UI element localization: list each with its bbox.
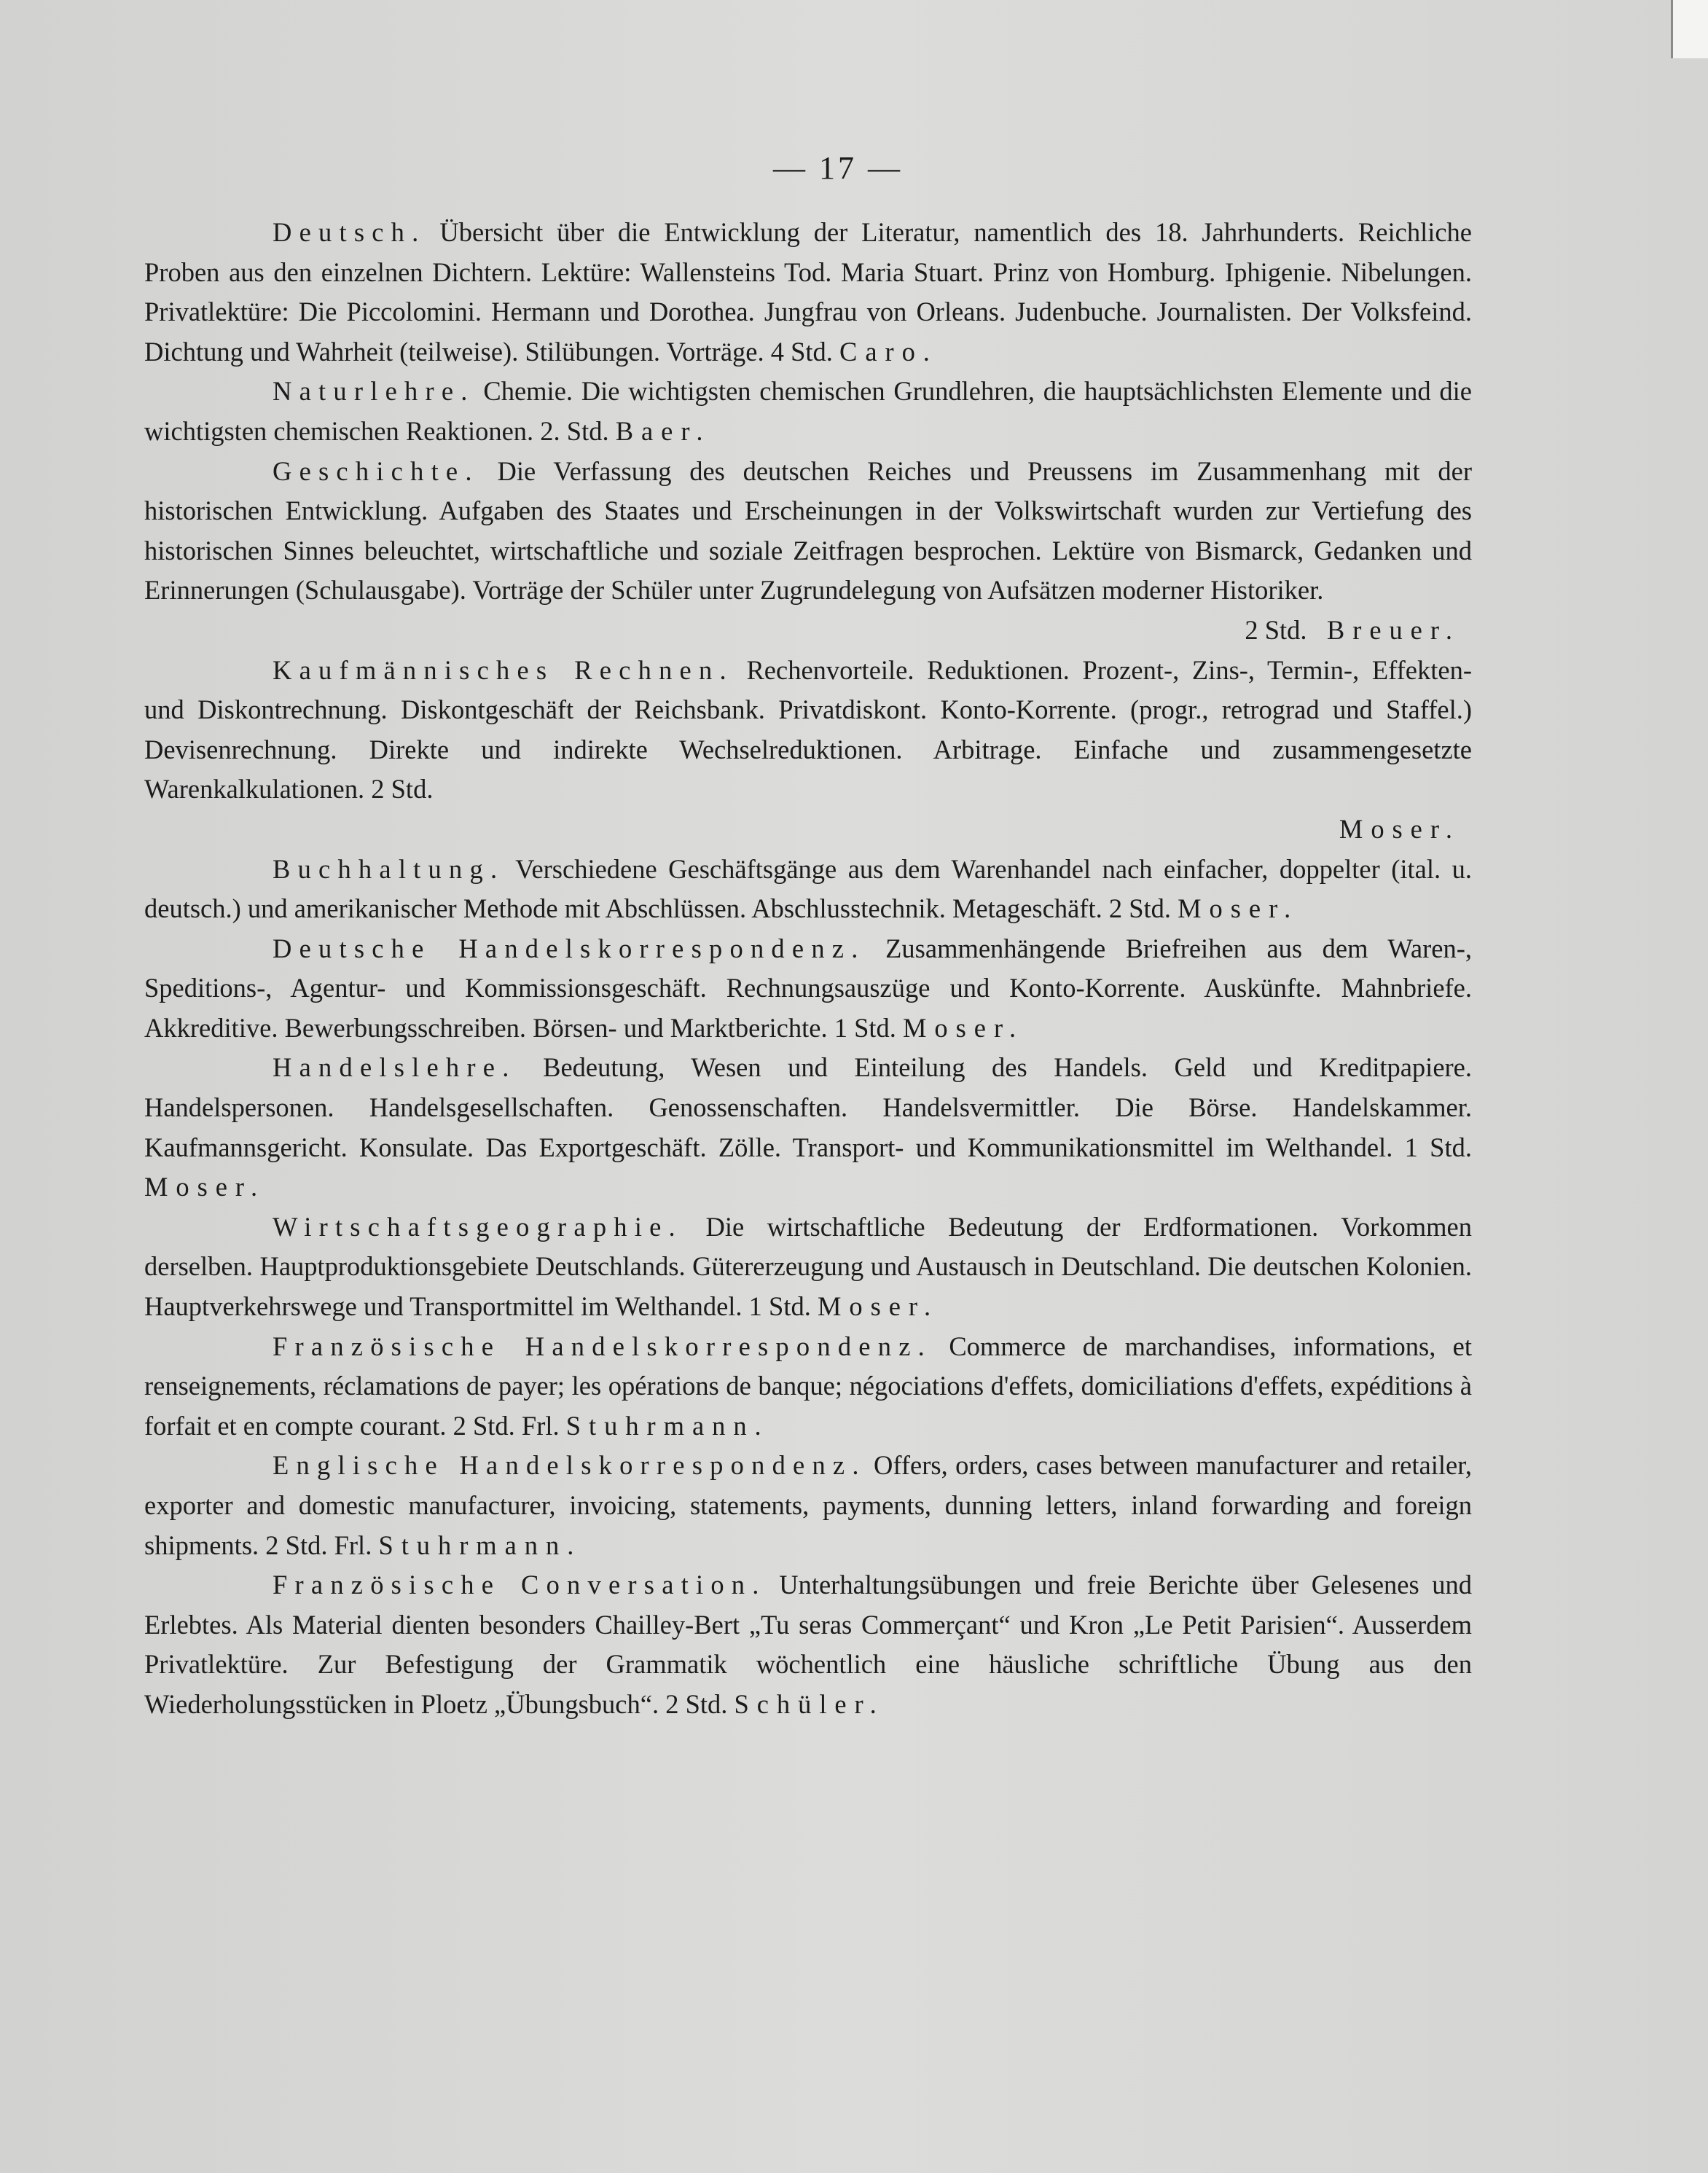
section-franzoesische-conversation [144, 1565, 1472, 1724]
section-heading: Wirtschaftsgeographie. [273, 1211, 683, 1242]
document-body [144, 213, 1472, 1725]
section-text: Rechenvorteile. Reduktionen. Prozent-, Zins-, Termin-, Effekten- und Diskontrechnung. Diskontgeschäft der Reichsbank. Privatdiskont. Konto-Korrente. (progr., retrograd und Staffel.) Devisenrechnung. Direkte und indirekte Wechselreduktionen. Arbitrage. Einfache und zusammengesetzte Warenkalkulationen. 2 Std. [144, 654, 1473, 804]
section-text: Unterhaltungsübungen und freie Berichte über Gelesenes und Erlebtes. Als Material dienten besonders Chailley-Bert „Tu seras Commerçant“ und Kron „Le Petit Parisien“. Ausserdem Privatlektüre. Zur Befestigung der Grammatik wöchentlich eine häusliche schriftliche Übung aus den Wiederholungsstücken in Ploetz „Übungsbuch“. 2 Std. [144, 1570, 1473, 1719]
section-naturlehre [144, 372, 1472, 451]
teacher-name: Breuer. [1326, 614, 1460, 645]
teacher-name: Moser. [903, 1012, 1025, 1043]
teacher-name: Moser. [1339, 813, 1460, 844]
teacher-name: Moser. [817, 1291, 939, 1322]
teacher-name: Moser. [1178, 893, 1299, 924]
teacher-name: Baer. [615, 415, 711, 446]
section-kaufmaennisches-rechnen [144, 651, 1472, 850]
teacher-name: Moser. [144, 1172, 266, 1202]
section-hours: 2 Std. [1245, 614, 1307, 645]
page-number: — 17 — [773, 150, 903, 186]
section-heading: Deutsche Handelskorrespondenz. [273, 933, 866, 963]
section-englische-handelskorrespondenz [144, 1446, 1472, 1565]
section-heading: Französische Conversation. [273, 1570, 767, 1600]
page-edge [1671, 0, 1708, 58]
teacher-name: Caro. [839, 336, 938, 367]
hours-teacher-line [144, 611, 1472, 651]
teacher-name: Stuhrmann. [565, 1410, 769, 1441]
section-text: Die Verfassung des deutschen Reiches und Preussens im Zusammenhang mit der historischen Entwicklung. Aufgaben des Staates und Erscheinungen in der Volkswirtschaft wurden zur Vertiefung des historischen Sinnes beleuchtet, wirtschaftliche und soziale Zeitfragen besprochen. Lektüre von Bismarck, Gedanken und Erinnerungen (Schulausgabe). Vorträge der Schüler unter Zugrundelegung von Aufsätzen moderner Historiker. [144, 455, 1473, 606]
teacher-name: Stuhrmann. [378, 1530, 582, 1560]
section-deutsche-handelskorrespondenz [144, 929, 1472, 1049]
section-text: Chemie. Die wichtigsten chemischen Grundlehren, die hauptsächlichsten Elemente und die wichtigsten chemischen Reaktionen. 2. Std. [144, 376, 1472, 446]
section-wirtschaftsgeographie [144, 1207, 1472, 1327]
teacher-name: Schüler. [734, 1688, 885, 1719]
section-heading: Deutsch. [273, 217, 426, 247]
section-text: Verschiedene Geschäftsgänge aus dem Warenhandel nach einfacher, doppelter (ital. u. deutsch.) und amerikanischer Methode mit Abschlüssen. Abschlusstechnik. Metageschäft. 2 Std. [144, 853, 1472, 924]
section-heading: Englische Handelskorrespondenz. [273, 1450, 866, 1481]
section-heading: Kaufmännisches Rechnen. [273, 654, 734, 685]
section-heading: Geschichte. [273, 455, 479, 486]
section-heading: Naturlehre. [273, 376, 475, 407]
section-text: Übersicht über die Entwicklung der Literatur, namentlich des 18. Jahrhunderts. Reichliche Proben aus den einzelnen Dichtern. Lektüre: Wallensteins Tod. Maria Stuart. Prinz von Homburg. Iphigenie. Nibelungen. Privatlektüre: Die Piccolomini. Hermann und Dorothea. Jungfrau von Orleans. Judenbuche. Journalisten. Der Volksfeind. Dichtung und Wahrheit (teilweise). Stilübungen. Vorträge. 4 Std. [144, 217, 1472, 367]
section-handelslehre [144, 1048, 1472, 1207]
section-heading: Buchhaltung. [273, 853, 505, 884]
section-heading: Handelslehre. [273, 1052, 517, 1083]
section-geschichte [144, 452, 1472, 651]
section-text: Offers, orders, cases between manufacturer and retailer, exporter and domestic manufacturer, invoicing, statements, payments, dunning letters, inland forwarding and foreign shipments. 2 Std. Frl. [144, 1450, 1472, 1560]
section-text: Die wirtschaftliche Bedeutung der Erdformationen. Vorkommen derselben. Hauptproduktionsgebiete Deutschlands. Gütererzeugung und Austausch in Deutschland. Die deutschen Kolonien. Hauptverkehrswege und Transportmittel im Welthandel. 1 Std. [144, 1211, 1472, 1322]
section-deutsch [144, 213, 1472, 372]
section-text: Commerce de marchandises, informations, et renseignements, réclamations de payer; les opérations de banque; négociations d'effets, domiciliations d'effets, expéditions à forfait et en compte courant. 2 Std. Frl. [144, 1331, 1472, 1441]
section-heading: Französische Handelskorrespondenz. [273, 1331, 932, 1361]
section-text: Zusammenhängende Briefreihen aus dem Waren-, Speditions-, Agentur- und Kommissionsgeschäft. Rechnungsauszüge und Konto-Korrente. Auskünfte. Mahnbriefe. Akkreditive. Bewerbungsschreiben. Börsen- und Marktberichte. 1 Std. [144, 933, 1472, 1043]
section-buchhaltung [144, 850, 1472, 929]
section-text: Bedeutung, Wesen und Einteilung des Handels. Geld und Kreditpapiere. Handelspersonen. Handelsgesellschaften. Genossenschaften. Handelsvermittler. Die Börse. Handelskammer. Kaufmannsgericht. Konsulate. Das Exportgeschäft. Zölle. Transport- und Kommunikationsmittel im Welthandel. 1 Std. [144, 1052, 1473, 1162]
section-franzoesische-handelskorrespondenz [144, 1327, 1472, 1446]
